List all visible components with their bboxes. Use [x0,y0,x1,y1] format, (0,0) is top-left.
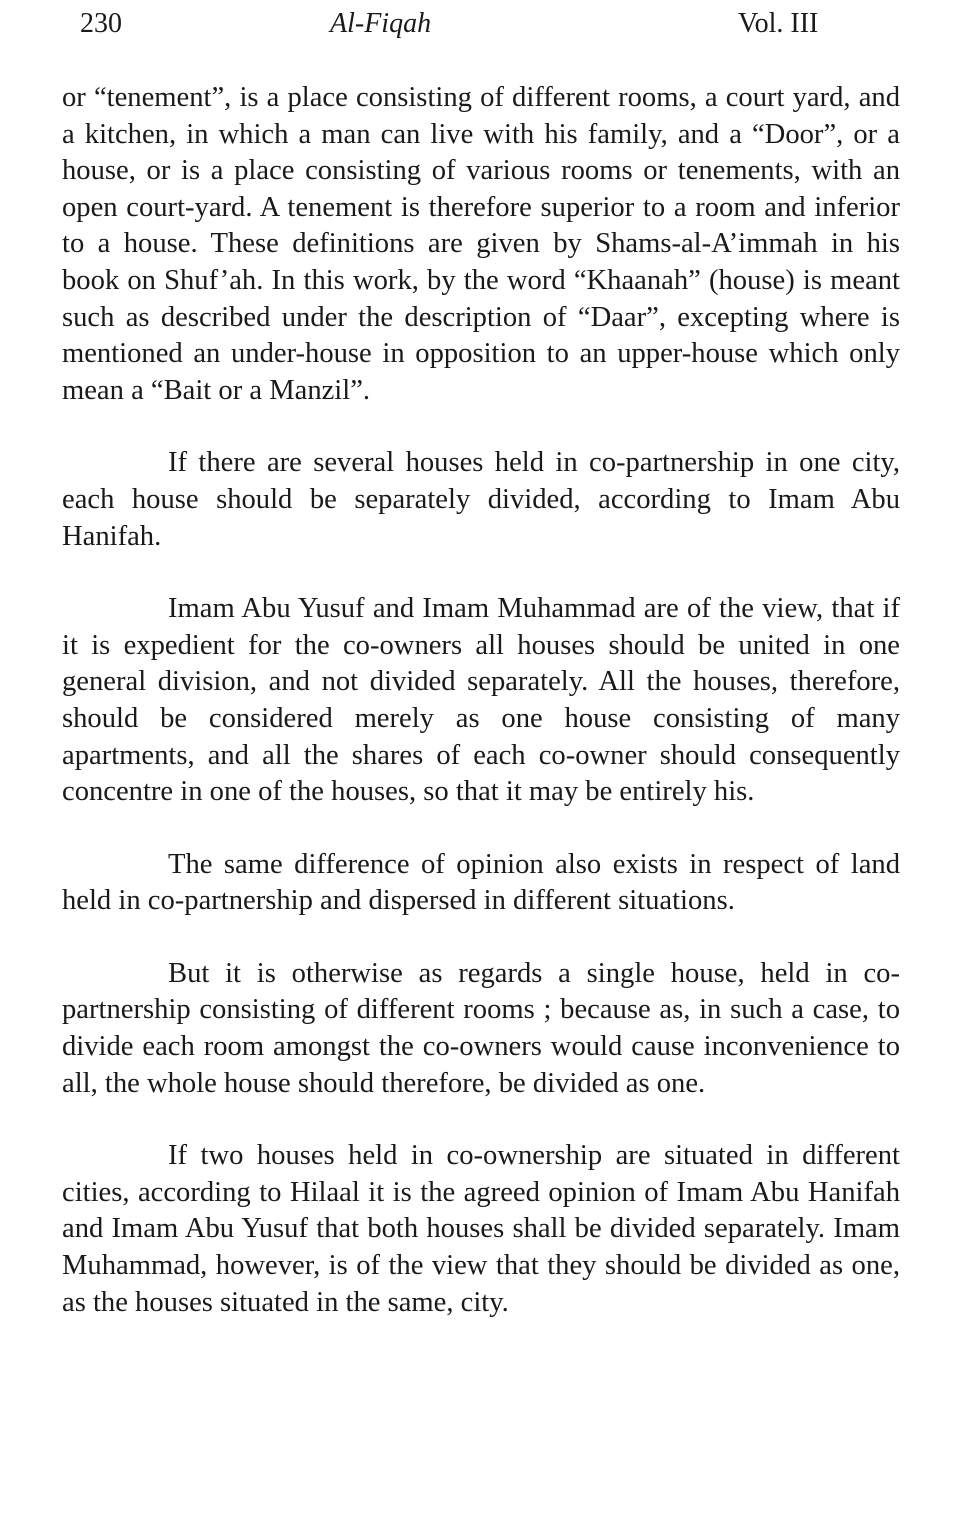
paragraph: But it is otherwise as regards a single house, held in co-partnership consisting of different rooms ; because as, in such a case, to divide each room amongst the co-owners would cause inconvenience to all, the whole house should therefore, be divided as one. [62,957,900,1099]
volume-label: Vol. III [738,8,819,39]
paragraph: If there are several houses held in co-partnership in one city, each house should be separately divided, according to Imam Abu Hanifah. [62,447,900,552]
body-text [62,80,900,1321]
page-number: 230 [80,8,122,39]
paragraph: If two houses held in co-ownership are situated in different cities, according to Hilaal it is the agreed opinion of Imam Abu Hanifah and Imam Abu Yusuf that both houses shall be divided separately. Imam Muhammad, however, is of the view that they should be divided as one, as the houses situated in the same, city. [62,1140,900,1318]
running-header [0,4,960,44]
paragraph-continued: or “tenement”, is a place consisting of different rooms, a court yard, and a kitchen, in which a man can live with his family, and a “Door”, or a house, or is a place consisting of various rooms or tenements, with an open court-yard. A tenement is therefore superior to a room and inferior to a house. These definitions are given by Shams-al-A’immah in his book on Shuf’ah. In this work, by the word “Khaanah” (house) is meant such as described under the description of “Daar”, excepting where is mentioned an under-house in opposition to an upper-house which only mean a “Bait or a Manzil”. [62,82,900,406]
book-title: Al-Fiqah [330,8,432,39]
paragraph: Imam Abu Yusuf and Imam Muhammad are of the view, that if it is expedient for the co-owners all houses should be united in one general division, and not divided separately. All the houses, therefore, should be considered merely as one house consisting of many apartments, and all the shares of each co-owner should consequently concentre in one of the houses, so that it may be entirely his. [62,593,900,808]
paragraph: The same difference of opinion also exists in respect of land held in co-partnership and dispersed in different situations. [62,848,900,917]
